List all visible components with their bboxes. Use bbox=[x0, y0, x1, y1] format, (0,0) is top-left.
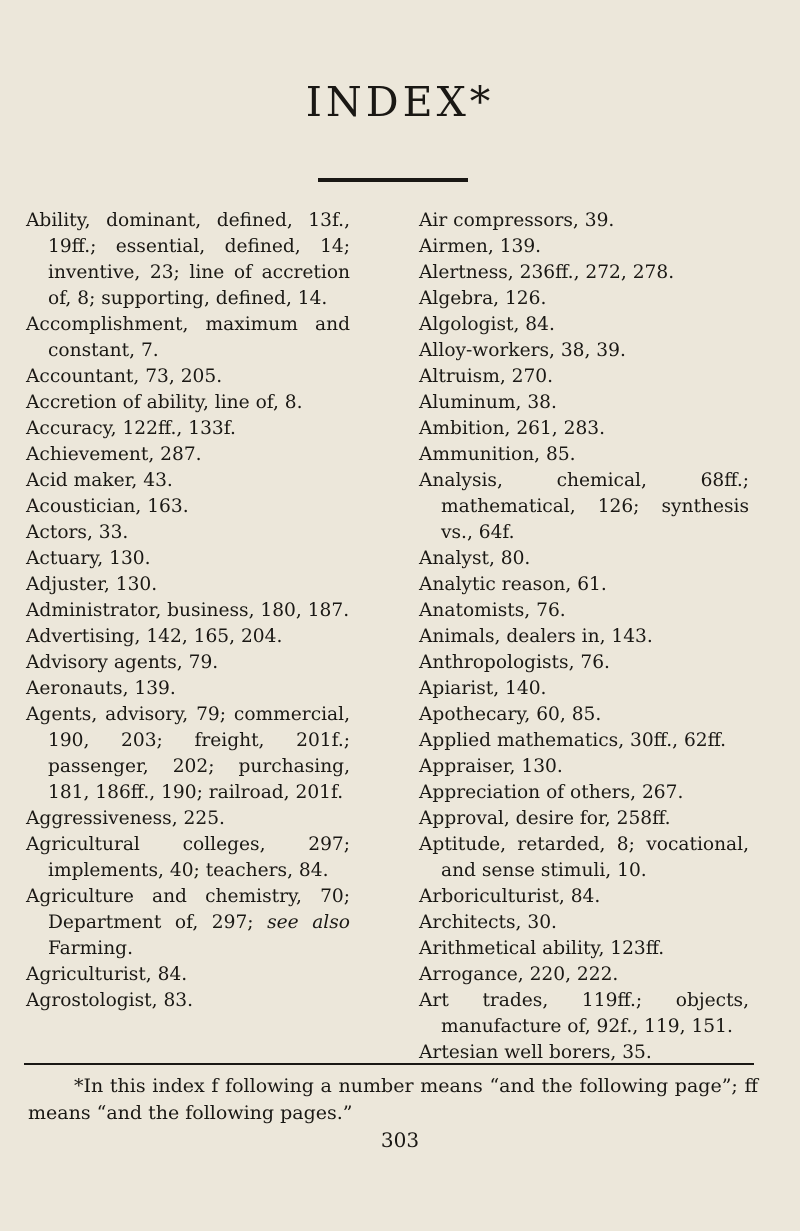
index-entry: Analyst, 80. bbox=[419, 548, 531, 569]
footnote-divider bbox=[24, 1063, 754, 1065]
index-entry: Alertness, 236ff., 272, 278. bbox=[419, 262, 675, 283]
index-entry: Anatomists, 76. bbox=[419, 600, 566, 621]
index-entry: Aggressiveness, 225. bbox=[26, 808, 225, 829]
left-column bbox=[26, 208, 350, 1014]
index-entry: Algebra, 126. bbox=[419, 288, 547, 309]
index-entry: Arrogance, 220, 222. bbox=[419, 964, 619, 985]
index-entry: Actuary, 130. bbox=[26, 548, 151, 569]
index-entry: Accomplishment, maximum and constant, 7. bbox=[26, 314, 350, 361]
index-entry: Agrostologist, 83. bbox=[26, 990, 194, 1011]
index-entry: Airmen, 139. bbox=[419, 236, 542, 257]
index-entry: Animals, dealers in, 143. bbox=[419, 626, 653, 647]
index-entry: Anthropologists, 76. bbox=[419, 652, 610, 673]
index-entry: Actors, 33. bbox=[26, 522, 129, 543]
index-entry: Apiarist, 140. bbox=[419, 678, 547, 699]
footnote: *In this index f following a number means “and the following page”; ff means “and the following pages.” bbox=[28, 1075, 758, 1124]
index-entry: Adjuster, 130. bbox=[26, 574, 158, 595]
index-entry: Altruism, 270. bbox=[419, 366, 554, 387]
index-entry: Analysis, chemical, 68ff.; mathematical, 126; synthesis vs., 64f. bbox=[419, 470, 749, 543]
index-entry: Agricultural colleges, 297; implements, 40; teachers, 84. bbox=[26, 834, 350, 881]
index-entry: Advisory agents, 79. bbox=[26, 652, 219, 673]
index-entry: Ambition, 261, 283. bbox=[419, 418, 606, 439]
index-entry: Ammunition, 85. bbox=[419, 444, 576, 465]
title-divider bbox=[318, 178, 468, 182]
index-entry: Aluminum, 38. bbox=[419, 392, 557, 413]
index-entry: Approval, desire for, 258ff. bbox=[419, 808, 671, 829]
index-entry: Agents, advisory, 79; commercial, 190, 203; freight, 201f.; passenger, 202; purchasing, 181, 186ff., 190; railroad, 201f. bbox=[26, 704, 350, 803]
index-entry: Acoustician, 163. bbox=[26, 496, 189, 517]
index-entry: Aptitude, retarded, 8; vocational, and sense stimuli, 10. bbox=[419, 834, 749, 881]
index-entry: Applied mathematics, 30ff., 62ff. bbox=[419, 730, 727, 751]
index-entry: Air compressors, 39. bbox=[419, 210, 615, 231]
index-entry: Accuracy, 122ff., 133f. bbox=[26, 418, 236, 439]
index-entry: Accretion of ability, line of, 8. bbox=[26, 392, 303, 413]
page-title: INDEX* bbox=[305, 78, 495, 126]
right-column bbox=[419, 208, 749, 1066]
page-number: 303 bbox=[380, 1128, 420, 1152]
index-entry: Art trades, 119ff.; objects, manufacture of, 92f., 119, 151. bbox=[419, 990, 749, 1037]
index-entry: Alloy-workers, 38, 39. bbox=[419, 340, 626, 361]
index-entry: Arithmetical ability, 123ff. bbox=[419, 938, 665, 959]
index-entry: Agriculturist, 84. bbox=[26, 964, 188, 985]
index-entry: Artesian well borers, 35. bbox=[419, 1042, 652, 1063]
index-entry: Administrator, business, 180, 187. bbox=[26, 600, 350, 621]
index-entry: Architects, 30. bbox=[419, 912, 557, 933]
index-entry: Ability, dominant, defined, 13f., 19ff.; essential, defined, 14; inventive, 23; line of accretion of, 8; supporting, defined, 14. bbox=[26, 210, 350, 309]
index-entry: Arboriculturist, 84. bbox=[419, 886, 601, 907]
index-entry: Appraiser, 130. bbox=[419, 756, 563, 777]
index-entry: Analytic reason, 61. bbox=[419, 574, 607, 595]
index-entry: Apothecary, 60, 85. bbox=[419, 704, 602, 725]
index-entry: Aeronauts, 139. bbox=[26, 678, 176, 699]
index-entry: Acid maker, 43. bbox=[26, 470, 173, 491]
index-entry: Achievement, 287. bbox=[26, 444, 202, 465]
index-entry: Advertising, 142, 165, 204. bbox=[26, 626, 283, 647]
index-entry: Accountant, 73, 205. bbox=[26, 366, 223, 387]
index-entry: Appreciation of others, 267. bbox=[419, 782, 684, 803]
index-entry: Agriculture and chemistry, 70; Department of, 297; see also Farming. bbox=[26, 886, 350, 959]
index-entry: Algologist, 84. bbox=[419, 314, 555, 335]
